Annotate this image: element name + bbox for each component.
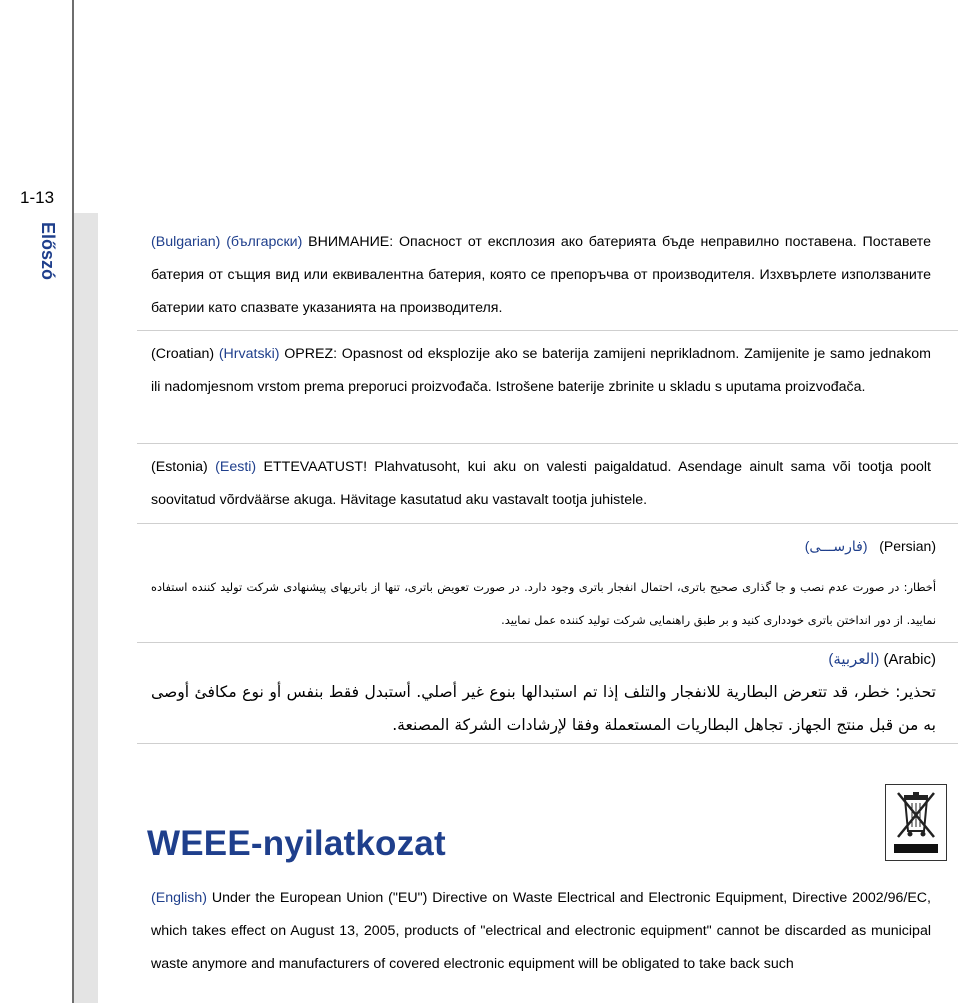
persian-heading [805,538,936,555]
bulgarian-paragraph [151,226,931,325]
bulgarian-lang-label: (Bulgarian) (български) [151,234,303,250]
bulgarian-text: ВНИМАНИЕ: Опасност от експлозия ако батерията бъде неправилно поставена. Поставете батерия от същия вид или еквивалентна батерия, която се препоръчва от производителя. Изхвърлете използваните батерии като спазвате указанията на производителя. [151,234,931,316]
croatian-lang-en: (Croatian) [151,346,215,362]
divider [137,443,958,444]
page-number: 1-13 [20,188,55,207]
divider [137,523,958,524]
weee-english-text: Under the European Union ("EU") Directive on Waste Electrical and Electronic Equipment, Directive 2002/96/EC, which takes effect on August 13, 2005, products of "electrical and electronic equipment" cannot be discarded as municipal waste anymore and manufacturers of covered electronic equipment will be obligated to take back such [151,890,931,972]
divider [137,743,958,744]
estonian-paragraph [151,451,931,517]
wheelie-bin-icon [886,785,946,860]
croatian-text: OPREZ: Opasnost od eksplozije ako se baterija zamijeni neprikladnom. Zamijenite je samo jednakom ili nadomjesnom vrstom prema preporuci proizvođača. Istrošene baterije zbrinite u skladu s uputama proizvođača. [151,346,931,395]
croatian-paragraph [151,338,931,404]
divider [137,642,958,643]
arabic-text: تحذير: خطر، قد تتعرض البطارية للانفجار والتلف إذا تم استبدالها بنوع غير أصلي. أستبدل فقط بنفس أو نوع مكافئ أوصى به من قبل منتج الجهاز. تجاهل البطاريات المستعملة وفقا لإرشادات الشركة المصنعة. [151,683,936,734]
margin-rule [72,0,74,213]
persian-lang-native: (فارســـی) [804,538,868,554]
persian-text: أخطار: در صورت عدم نصب و جا گذاری صحیح باتری، احتمال انفجار باتری وجود دارد. در صورت تعویض باتری، تنها از باتریهای پیشنهادی شرکت تولید کننده استفاده نمایید. از دور انداختن باتری خودداری کنید و بر طبق راهنمایی شرکت تولید کننده عمل نمایید. [151,580,936,627]
arabic-lang-native: (العربية) [828,651,880,668]
arabic-lang-en: (Arabic) [883,651,936,668]
divider [137,330,958,331]
estonian-text: ETTEVAATUST! Plahvatusoht, kui aku on valesti paigaldatud. Asendage ainult sama või tootja poolt soovitatud võrdväärse akuga. Hävitage kasutatud aku vastavalt tootja juhistele. [151,459,931,508]
croatian-lang-native: (Hrvatski) [218,346,280,362]
sidebar-bar [72,213,98,1003]
weee-english-paragraph [151,882,931,981]
persian-lang-en: (Persian) [879,538,936,554]
english-lang-label: (English) [151,890,207,906]
chapter-label: Előszó [38,222,58,281]
crossed-out-wheelie-bin-icon [885,784,947,861]
estonian-lang-native: (Eesti) [215,459,257,475]
arabic-heading [828,650,936,668]
weee-heading: WEEE-nyilatkozat [147,824,446,863]
estonian-lang-en: (Estonia) [151,459,208,475]
